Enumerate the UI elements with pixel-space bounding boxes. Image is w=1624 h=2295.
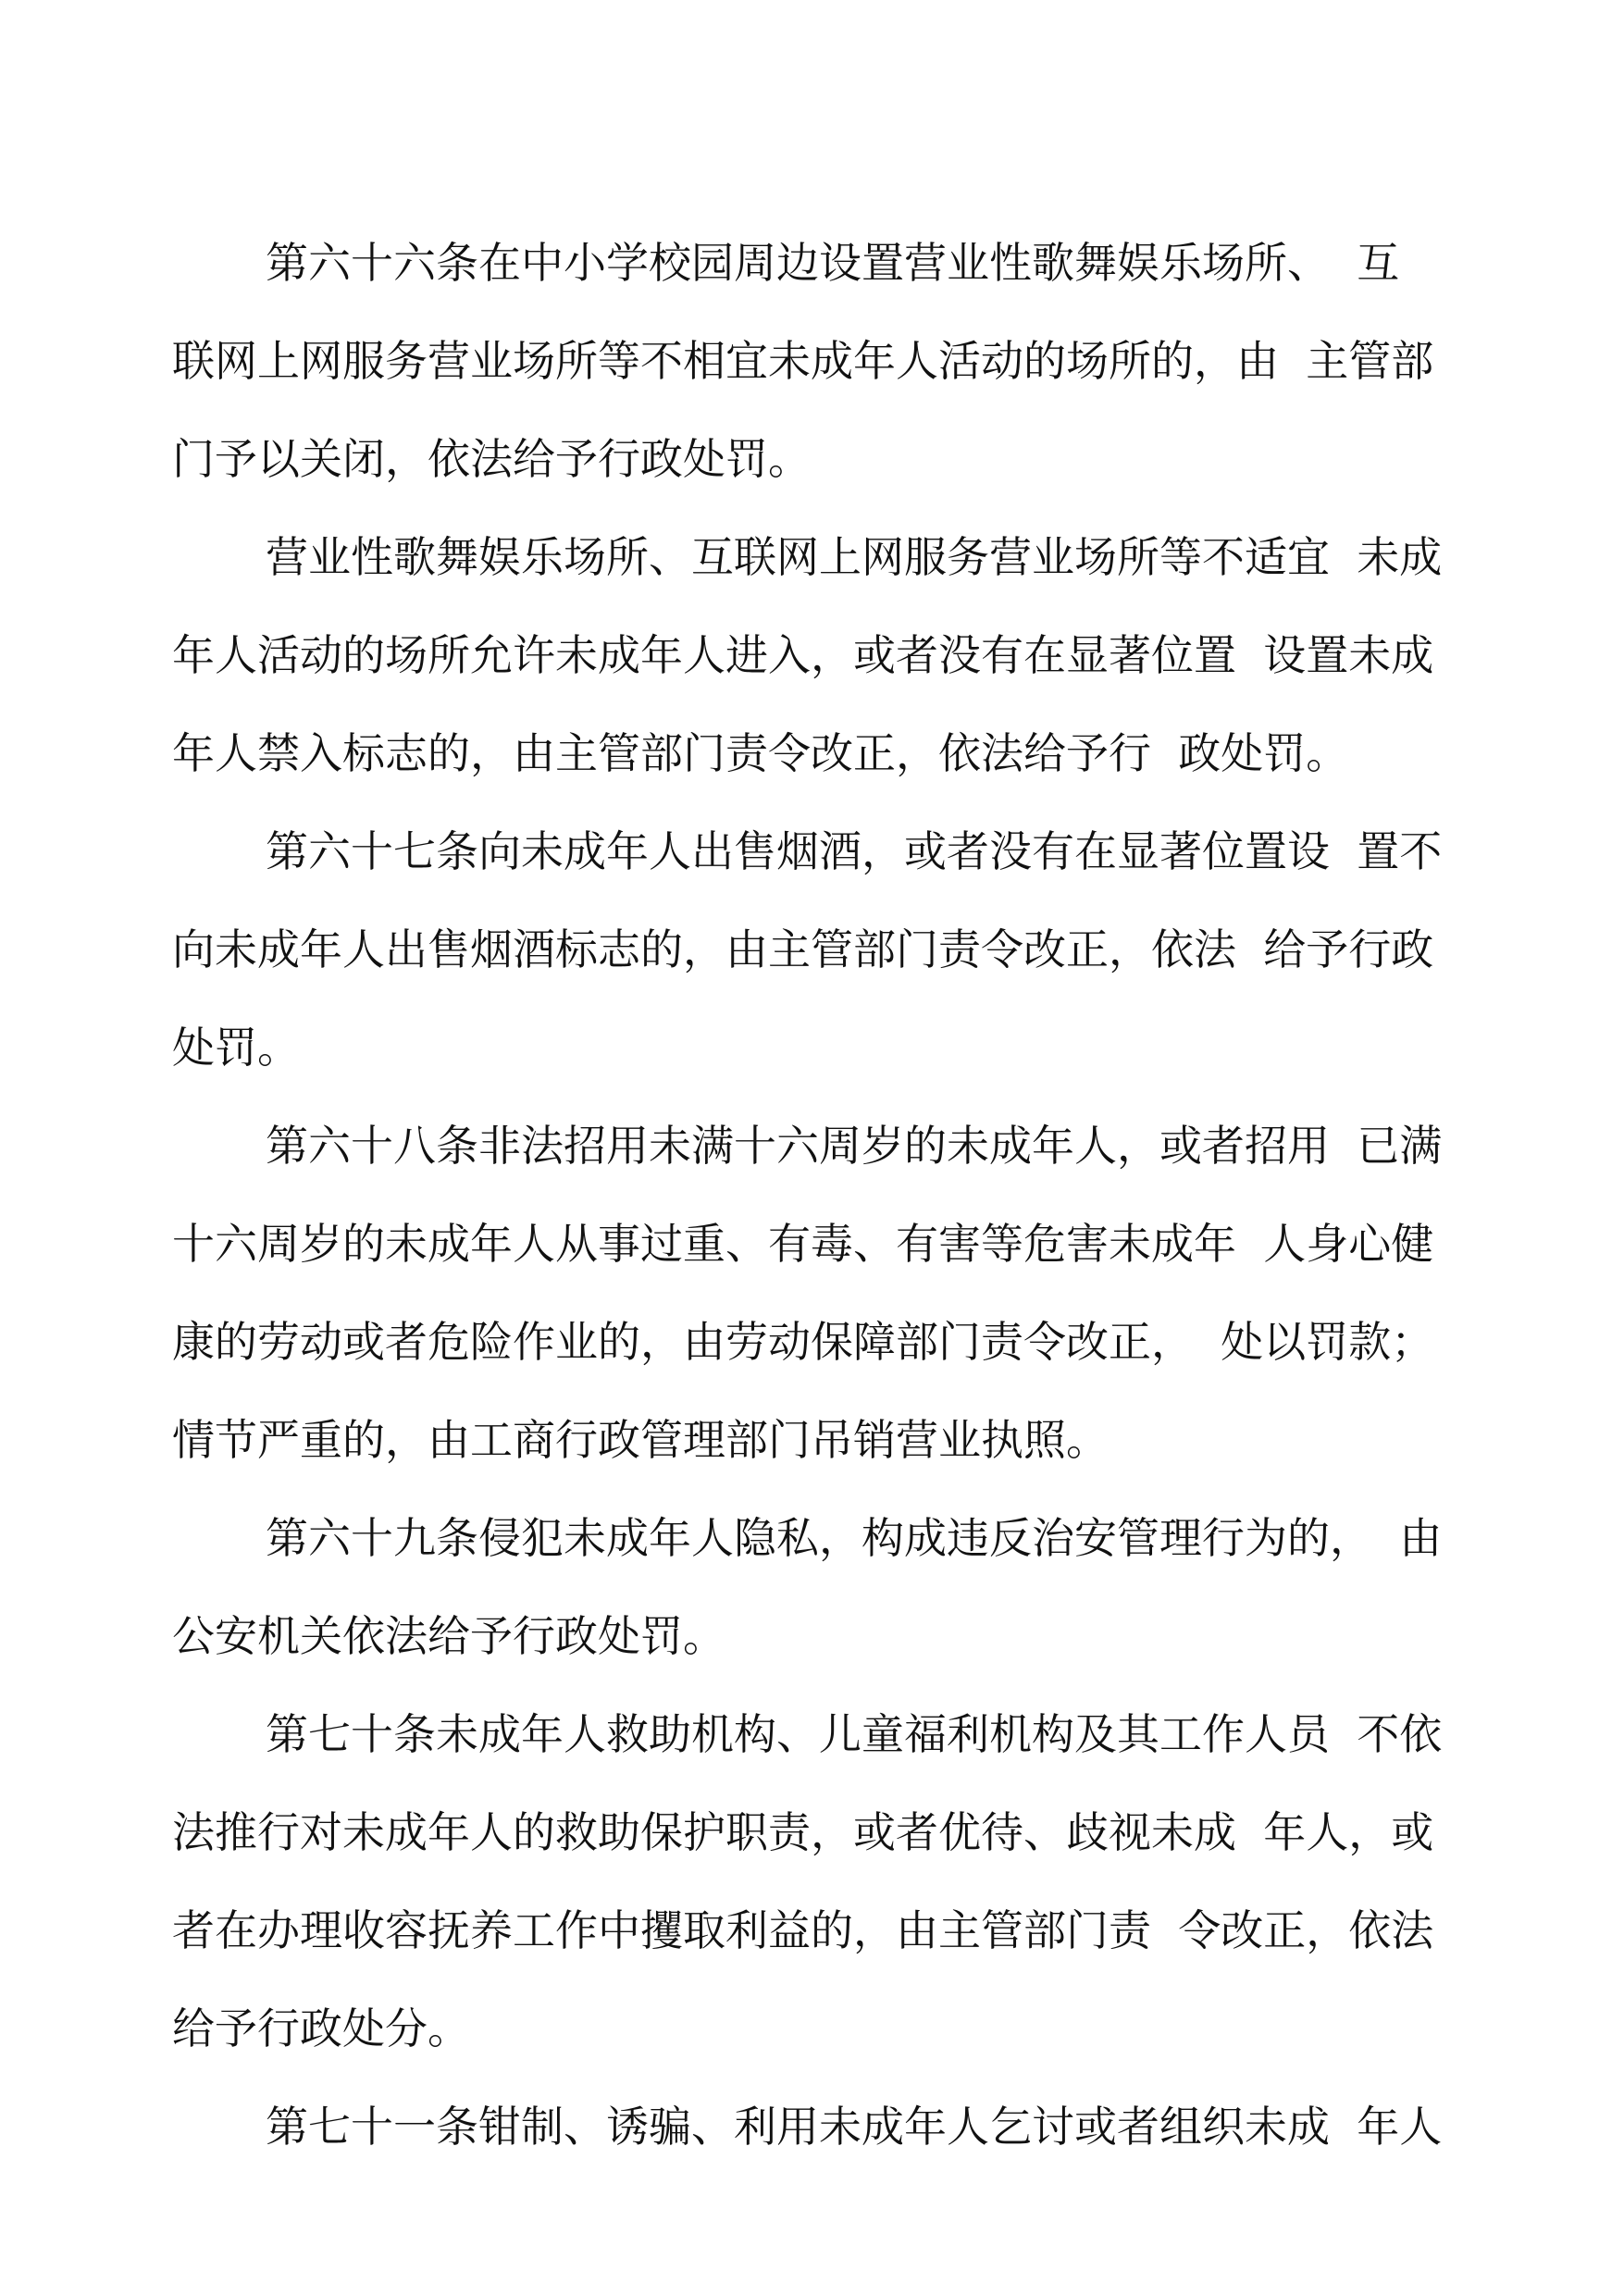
paragraph-2-line-3 (0, 705, 1624, 801)
line-text: 年人禁入标志的，由主管部门责令改正，依法给予行 政处罚。 (172, 728, 1349, 778)
line-text: 第六十六条在中小学校园周边设置营业性歌舞娱乐场所、 互 (266, 238, 1400, 288)
paragraph-3-line-1 (0, 803, 1624, 899)
line-text: 联网上网服务营业场所等不相宜未成年人活动的场所的，由 主管部 (172, 336, 1434, 386)
line-text: 公安机关依法给予行政处罚。 (172, 1611, 725, 1661)
line-text: 向未成年人出售烟酒标志的，由主管部门责令改正，依法 给予行政 (172, 924, 1434, 974)
paragraph-1-line-2 (0, 313, 1624, 409)
paragraph-2-line-1 (0, 509, 1624, 605)
line-text: 者在办理收容抚养工作中攫取利益的，由主管部门责 令改正，依法 (172, 1905, 1434, 1955)
line-text: 第六十九条侵犯未成年人隐私，构成违反治安管理行为的， 由 (266, 1513, 1443, 1563)
line-text: 门予以关闭，依法给予行政处罚。 (172, 434, 811, 484)
line-text: 法推行对未成年人的救助保护职责，或者优待、歧视未成 年人，或 (172, 1807, 1434, 1857)
line-text: 年人活动的场所允许未成年人进入，或者没有在显著位置 设置未成 (172, 630, 1434, 680)
paragraph-5-line-2 (0, 1588, 1624, 1684)
line-text: 给予行政处分。 (172, 2003, 470, 2053)
line-text: 第六十八条非法招用未满十六周岁的未成年人，或者招用 已满 (266, 1121, 1443, 1171)
paragraph-7-line-1 (0, 2078, 1624, 2175)
paragraph-6-line-4 (0, 1980, 1624, 2077)
line-text: 处罚。 (172, 1023, 300, 1073)
paragraph-6-line-2 (0, 1784, 1624, 1880)
paragraph-6-line-1 (0, 1686, 1624, 1782)
line-text: 第六十七条向未成年人出售烟酒，或者没有在显著位置设 置不 (266, 826, 1443, 876)
paragraph-3-line-3 (0, 999, 1624, 1096)
paragraph-1-line-3 (0, 411, 1624, 507)
paragraph-4-line-1 (0, 1098, 1624, 1194)
line-text: 康的劳动或者危险作业的，由劳动保障部门责令改正， 处以罚款； (172, 1317, 1434, 1367)
paragraph-4-line-2 (0, 1196, 1624, 1292)
paragraph-3-line-2 (0, 901, 1624, 998)
paragraph-4-line-3 (0, 1294, 1624, 1390)
paragraph-2-line-2 (0, 607, 1624, 703)
paragraph-4-line-4 (0, 1392, 1624, 1488)
line-text: 第七十一条钳制、诱骗、利用未成年人乞讨或者组织未成 年人 (266, 2102, 1443, 2152)
paragraph-6-line-3 (0, 1882, 1624, 1979)
paragraph-1-line-1 (0, 215, 1624, 311)
line-text: 第七十条未成年人救助机构、儿童福利机构及其工作人员 不依 (266, 1709, 1443, 1759)
line-text: 十六周岁的未成年人从事过重、有毒、有害等危害未成年 人身心健 (172, 1219, 1434, 1269)
paragraph-5-line-1 (0, 1490, 1624, 1586)
line-text: 情节严重的，由工商行政管理部门吊销营业执照。 (172, 1415, 1109, 1465)
line-text: 营业性歌舞娱乐场所、互联网上网服务营业场所等不适宜 未成 (266, 532, 1443, 582)
